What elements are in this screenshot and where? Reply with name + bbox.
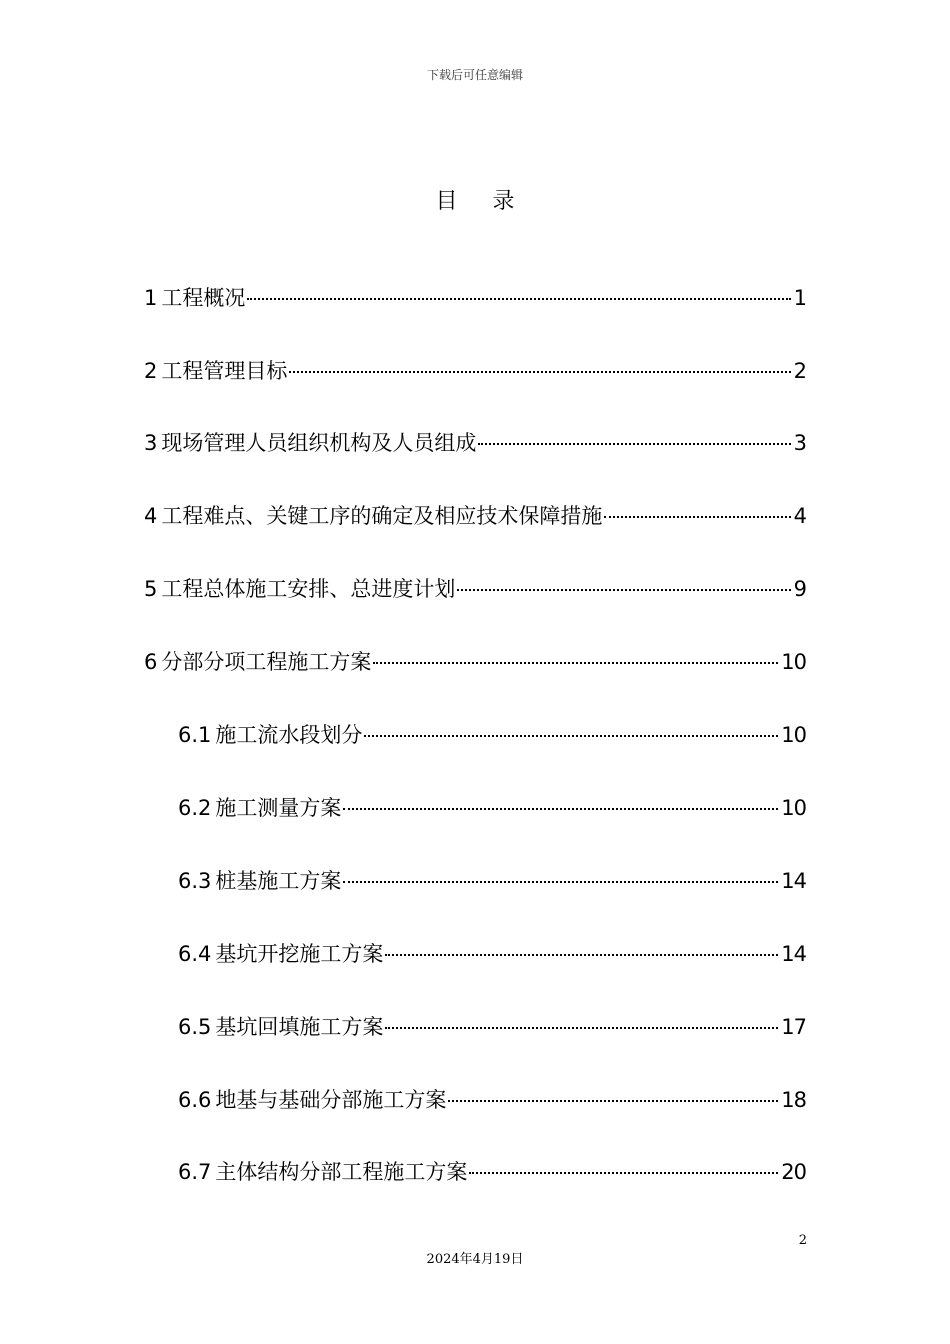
toc-entry-title: 施工测量方案 (215, 796, 342, 820)
toc-entry[interactable] (178, 1012, 806, 1042)
toc-dot-leader (343, 808, 778, 810)
toc-dot-leader (457, 589, 790, 591)
header-note: 下载后可任意编辑 (426, 68, 523, 82)
toc-entry-title: 工程总体施工安排、总进度计划 (161, 577, 456, 601)
toc-entry[interactable] (144, 428, 806, 458)
toc-title: 目 录 (435, 189, 529, 214)
toc-entry-page: 1 (793, 286, 806, 310)
toc-entry-page: 14 (781, 869, 806, 893)
toc-entry[interactable] (178, 1085, 806, 1115)
toc-entry-number: 5 (144, 577, 158, 601)
toc-entry-title: 工程概况 (161, 286, 246, 310)
footer-date: 2024年4月19日 (426, 1252, 524, 1267)
toc-entry-page: 10 (781, 723, 806, 747)
toc-entry[interactable] (178, 939, 806, 969)
toc-entry-number: 6 (144, 650, 158, 674)
toc-entry-title: 基坑回填施工方案 (215, 1015, 384, 1039)
toc-entry[interactable] (144, 501, 806, 531)
toc-entry-page: 3 (793, 431, 806, 455)
toc-dot-leader (247, 298, 790, 300)
toc-entry-page: 10 (781, 650, 806, 674)
toc-entry-number: 6.1 (178, 723, 212, 747)
toc-dot-leader (469, 1172, 778, 1174)
toc-entry-title: 工程管理目标 (161, 359, 288, 383)
toc-entry[interactable] (144, 356, 806, 386)
toc-dot-leader (604, 516, 790, 518)
toc-entry-number: 2 (144, 359, 158, 383)
toc-entry-title: 施工流水段划分 (215, 723, 363, 747)
toc-entry-title: 地基与基础分部施工方案 (215, 1088, 447, 1112)
toc-entry[interactable] (144, 574, 806, 604)
toc-entry-number: 6.2 (178, 796, 212, 820)
toc-entry-number: 6.7 (178, 1160, 212, 1184)
page-number: 2 (798, 1233, 807, 1248)
toc-entry-number: 4 (144, 504, 158, 528)
toc-entry-number: 6.5 (178, 1015, 212, 1039)
toc-entry[interactable] (144, 283, 806, 313)
toc-entry[interactable] (178, 1157, 806, 1187)
toc-entry-number: 3 (144, 431, 158, 455)
toc-dot-leader (448, 1100, 778, 1102)
toc-dot-leader (385, 954, 778, 956)
toc-dot-leader (289, 371, 790, 373)
toc-entry-page: 17 (781, 1015, 806, 1039)
toc-entry-title: 分部分项工程施工方案 (161, 650, 372, 674)
toc-entry-title: 主体结构分部工程施工方案 (215, 1160, 468, 1184)
toc-entry[interactable] (178, 866, 806, 896)
toc-dot-leader (364, 735, 778, 737)
toc-entry-page: 18 (781, 1088, 806, 1112)
toc-entry-number: 1 (144, 286, 158, 310)
toc-entry-number: 6.6 (178, 1088, 212, 1112)
toc-entry-page: 20 (781, 1160, 806, 1184)
toc-dot-leader (385, 1027, 778, 1029)
toc-entry-page: 14 (781, 942, 806, 966)
toc-entry-title: 现场管理人员组织机构及人员组成 (161, 431, 477, 455)
toc-entry-title: 工程难点、关键工序的确定及相应技术保障措施 (161, 504, 603, 528)
toc-entry-title: 基坑开挖施工方案 (215, 942, 384, 966)
toc-entry-page: 9 (793, 577, 806, 601)
toc-entry-page: 10 (781, 796, 806, 820)
toc-entry[interactable] (144, 647, 806, 677)
toc-entry-title: 桩基施工方案 (215, 869, 342, 893)
toc-entry-page: 2 (793, 359, 806, 383)
toc-entry-number: 6.4 (178, 942, 212, 966)
toc-entry[interactable] (178, 793, 806, 823)
toc-entry-page: 4 (793, 504, 806, 528)
toc-entry-number: 6.3 (178, 869, 212, 893)
toc-dot-leader (373, 662, 778, 664)
toc-dot-leader (478, 443, 790, 445)
toc-dot-leader (343, 881, 778, 883)
toc-entry[interactable] (178, 720, 806, 750)
